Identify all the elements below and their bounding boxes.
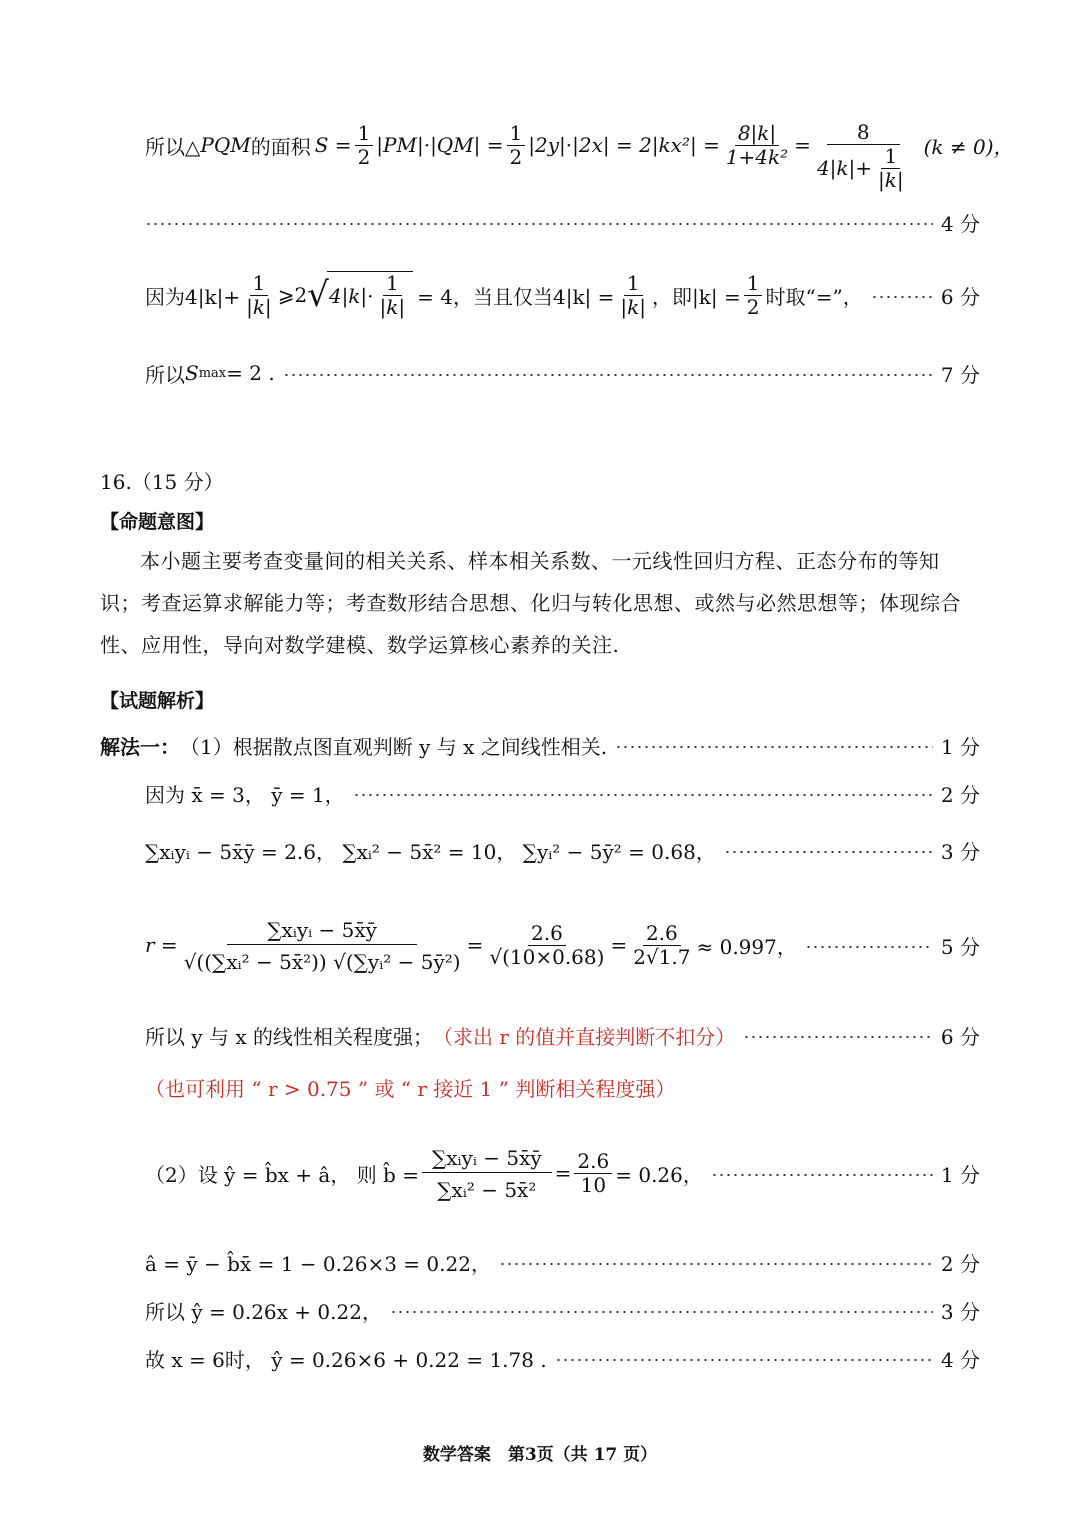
- area-frac-1: $\frac{8|k|}{\text{1+4k²}}$: [725, 120, 789, 169]
- sol-line-5: [145, 1015, 980, 1055]
- sol-l5-red-note: （求出 r 的值并直接判断不扣分）: [433, 1024, 736, 1049]
- ineq-p2: ⩾2: [277, 283, 308, 307]
- leader-dots: [145, 223, 933, 225]
- leader-dots: [353, 794, 933, 796]
- sol-label: 解法一：: [100, 734, 180, 759]
- intent-paragraph: 本小题主要考查变量间的相关关系、样本相关系数、一元线性回归方程、正态分布的等知识；考查运算求解能力等；考查数形结合思想、化归与转化思想、或然与必然思想等；体现综合性、应用性，导向对数学建模、数学运算核心素养的关注.: [100, 549, 961, 657]
- r-fraction-3: $\frac{2.6}{2√1.7}$: [633, 920, 691, 969]
- question-title: 16.（15 分）: [100, 470, 224, 494]
- sol-l5-text: 所以 y 与 x 的线性相关程度强；: [145, 1024, 434, 1049]
- smax-sub: max: [198, 365, 227, 381]
- ineq-line: [145, 270, 980, 320]
- ineq-frac-2: $\frac{1}{|k|}$: [620, 270, 647, 319]
- area-part2: |2y|·|2x| = 2|kx²| =: [528, 133, 720, 157]
- area-lead: 所以△: [145, 134, 201, 159]
- ineq-p4: ，即|k| =: [652, 284, 741, 309]
- leader-dots: [499, 1263, 933, 1265]
- bhat-fraction: $\frac{\text{∑xᵢyᵢ − 5x̄ȳ}}{\text{∑xᵢ² − 5x̄²}}$: [422, 1145, 552, 1202]
- area-half-1: $\frac{1}{2}$: [355, 122, 374, 169]
- r-fraction-2: $\frac{2.6}{√(10\times 0.68)}$: [489, 920, 605, 969]
- r-result: ≈ 0.997，: [696, 934, 797, 959]
- leader-dots: [743, 1036, 933, 1038]
- p2-result: = 0.26，: [615, 1162, 703, 1187]
- sol-l2-text: 因为 x̄ = 3， ȳ = 1，: [145, 782, 345, 807]
- area-half-2: $\frac{1}{2}$: [507, 122, 526, 169]
- ineq-p1: 因为4|k|+: [145, 284, 241, 309]
- smax-line: [145, 353, 980, 393]
- score-mark: 4 分: [940, 1347, 980, 1372]
- leader-dots: [871, 296, 933, 298]
- leader-dots: [283, 374, 933, 376]
- sol-line-2: [145, 773, 980, 813]
- bhat-line: （2）设 ŷ = b̂x + â， 则 b̂ = $\frac{\text{∑xᵢyᵢ − 5x̄ȳ}}{\text{∑xᵢ² − 5x̄²}}$ = $\frac{2.6}{10}$ = 0.26， 1 分: [145, 1145, 980, 1202]
- intent-heading: 【命题意图】: [100, 511, 215, 533]
- sol-l3-text: ∑xᵢyᵢ − 5x̄ȳ = 2.6， ∑xᵢ² − 5x̄² = 10， ∑yᵢ² − 5ȳ² = 0.68，: [145, 839, 716, 864]
- area-s-eq: S =: [314, 133, 352, 157]
- bhat-fraction-2: $\frac{2.6}{10}$: [574, 1150, 612, 1197]
- area-pqm: PQM: [200, 133, 251, 157]
- ineq-frac: $\frac{1}{|k|}$: [246, 270, 272, 319]
- area-cond: (k ≠ 0)，: [923, 134, 1014, 159]
- score-mark: 7 分: [940, 362, 980, 387]
- sol-line-10: [145, 1338, 980, 1378]
- sol-l9-text: 所以 ŷ = 0.26x + 0.22，: [145, 1299, 382, 1324]
- score-mark: 1 分: [940, 734, 980, 759]
- area-mid: 的面积: [250, 134, 311, 159]
- analysis-heading: 【试题解析】: [100, 690, 215, 712]
- leader-dots: [711, 1174, 933, 1176]
- leader-dots: [615, 746, 933, 748]
- score-mark: 2 分: [940, 782, 980, 807]
- smax-p2: = 2 .: [226, 361, 275, 385]
- sol-line-8: [145, 1242, 980, 1282]
- leader-dots: [805, 946, 933, 948]
- r-lhs: r =: [145, 933, 178, 957]
- sol-l1-text: （1）根据散点图直观判断 y 与 x 之间线性相关.: [180, 734, 608, 759]
- ineq-half: $\frac{1}{2}$: [744, 272, 763, 319]
- sqrt-body: 4|k|· $\frac{1}{|k|}$: [327, 271, 413, 319]
- smax-s: S: [185, 361, 199, 385]
- score-mark: 6 分: [940, 1024, 980, 1049]
- sol-l8-text: â = ȳ − b̂x̄ = 1 − 0.26×3 = 0.22，: [145, 1251, 491, 1276]
- r-main-fraction: $\frac{\text{∑xᵢyᵢ − 5x̄ȳ}}{\text{√((∑xᵢ² − 5x̄²)) √(∑yᵢ² − 5ȳ²)}}$: [183, 917, 461, 974]
- smax-p1: 所以: [145, 362, 185, 387]
- sqrt-sign: √: [307, 275, 329, 315]
- sol-line-9: [145, 1290, 980, 1330]
- score-mark: 2 分: [940, 1251, 980, 1276]
- sol-l10-text: 故 x = 6时， ŷ = 0.26×6 + 0.22 = 1.78 .: [145, 1347, 547, 1372]
- area-score-row: [145, 202, 980, 242]
- area-formula: 所以△ PQM 的面积 S = $\frac{1}{2}$ |PM|·|QM| = $\frac{1}{2}$ |2y|·|2x| = 2|kx²| = $\frac{8|k|}{\text{1+4k²}}$ = 8 4|k|+ $\frac{1}{|k|}$ (k ≠ 0)，: [145, 119, 1014, 192]
- area-frac-2: 8 4|k|+ $\frac{1}{|k|}$: [816, 119, 904, 192]
- leader-dots: [390, 1311, 933, 1313]
- sol-line-1: [100, 725, 980, 765]
- page-footer: 数学答案 第3页（共 17 页）: [422, 1445, 658, 1465]
- p2-lead: （2）设 ŷ = b̂x + â， 则 b̂ =: [145, 1162, 419, 1187]
- sol-l6-red-note: （也可利用 “ r > 0.75 ” 或 “ r 接近 1 ” 判断相关程度强）: [145, 1077, 676, 1101]
- score-mark: 6 分: [940, 284, 980, 309]
- score-mark: 5 分: [940, 934, 980, 959]
- score-mark: 1 分: [940, 1162, 980, 1187]
- leader-dots: [555, 1359, 933, 1361]
- ineq-p5: 时取“=”，: [765, 284, 863, 309]
- score-mark: 3 分: [940, 1299, 980, 1324]
- score-mark: 4 分: [940, 211, 980, 236]
- area-part1: |PM|·|QM| =: [376, 133, 504, 157]
- r-formula-line: r = $\frac{\text{∑xᵢyᵢ − 5x̄ȳ}}{\text{√((∑xᵢ² − 5x̄²)) √(∑yᵢ² − 5ȳ²)}}$ = $\frac{2.6}{√(10\times 0.68)}$ = $\frac{2.6}{2√1.7}$ ≈ 0.997， 5 分: [145, 917, 980, 974]
- leader-dots: [724, 851, 933, 853]
- ineq-p3: = 4，当且仅当4|k| =: [417, 284, 615, 309]
- sol-line-3: [145, 830, 980, 870]
- score-mark: 3 分: [940, 839, 980, 864]
